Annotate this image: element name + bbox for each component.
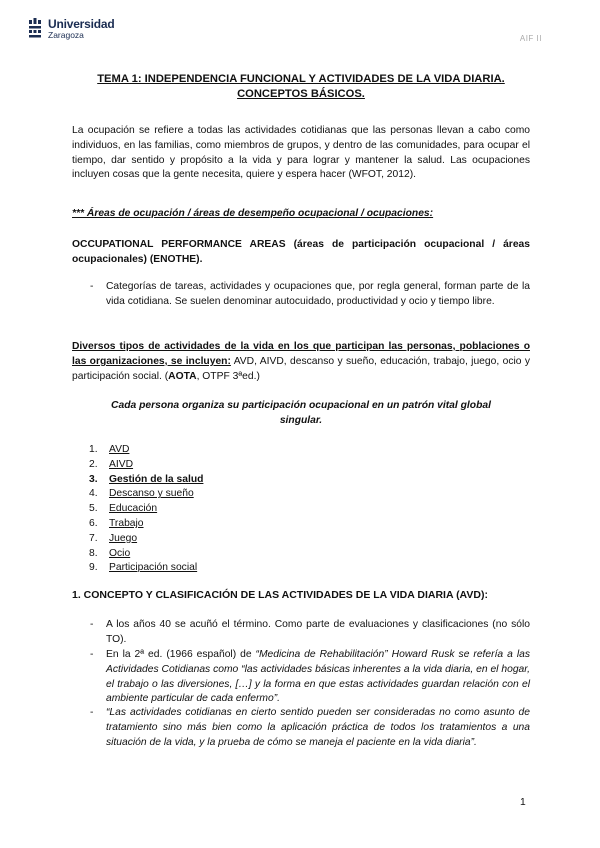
list-item-educacion[interactable]: Educación — [109, 503, 158, 515]
university-logo — [28, 18, 115, 40]
list-item: 8. Ocio — [89, 547, 131, 559]
occupational-performance-areas: OCCUPATIONAL PERFORMANCE AREAS (áreas de participación ocupacional / áreas ocupacionales) (ENOTHE). — [72, 239, 530, 265]
bullet-text: A los años 40 se acuñó el término. Como parte de evaluaciones y clasificaciones (no sólo TO). — [106, 619, 530, 645]
list-item-aivd[interactable]: AIVD — [109, 458, 134, 470]
dash-bullet: - — [90, 649, 94, 660]
dash-bullet: - — [90, 619, 94, 630]
list-item-avd[interactable]: AVD — [109, 444, 130, 455]
pattern-statement: Cada persona organiza su participación ocupacional en un patrón vital global singular. — [111, 400, 491, 426]
list-item: 4. Descanso y sueño — [89, 488, 194, 500]
diversos-paragraph — [72, 340, 530, 384]
diversos-lead: Diversos tipos de actividades de la vida en los que participan las personas, poblaciones o las organizaciones, se incluyen: — [72, 341, 530, 367]
bullet-categories — [90, 280, 530, 310]
dash-bullet: - — [90, 281, 94, 292]
list-item: 7. Juego — [89, 532, 138, 544]
logo-city-name: Zaragoza — [48, 30, 84, 41]
list-item-juego[interactable]: Juego — [109, 532, 138, 544]
bullet-text: En la 2ª ed. (1966 español) de “Medicina de Rehabilitación” Howard Rusk se refería a las Actividades Cotidianas como “las actividades básicas inherentes a la vida diaria, en el hogar, el trabajo o las diversiones, […] y la forma en que estas actividades guardan relación con el ambiente particular de cada enfermo”. — [106, 649, 530, 705]
list-item-ocio[interactable]: Ocio — [109, 547, 131, 559]
course-code: AIF II — [519, 34, 542, 43]
list-item-descanso[interactable]: Descanso y sueño — [109, 488, 194, 500]
list-item-participacion-social[interactable]: Participación social — [109, 562, 198, 574]
bullet-text: “Las actividades cotidianas en cierto sentido pueden ser consideradas no como asunto de tratamiento sino más bien como la aplicación práctica de todos los tratamientos a una situación de la vida, y la prueba de cómo se maneja el paciente en la vida diaria”. — [106, 707, 530, 748]
list-item-gestion-salud[interactable]: Gestión de la salud — [109, 473, 204, 485]
list-item: 9. Participación social — [89, 562, 198, 574]
book-title: “Medicina de Rehabilitación” — [255, 649, 388, 660]
list-item: 6. Trabajo — [89, 517, 144, 529]
diversos-rest: AVD, AIVD, descanso y sueño, educación, trabajo, juego, ocio y participación social. ( — [72, 355, 530, 382]
occupation-areas-list — [89, 443, 203, 576]
title-line-2: CONCEPTOS BÁSICOS. — [237, 88, 365, 100]
areas-heading: *** Áreas de ocupación / áreas de desempeño ocupacional / ocupaciones: — [72, 208, 434, 219]
bullet-anos-40 — [90, 618, 530, 648]
aota-label: AOTA — [168, 370, 197, 382]
list-item-trabajo[interactable]: Trabajo — [109, 517, 144, 529]
list-item: 2. AIVD — [89, 458, 134, 470]
bullet-text: Categorías de tareas, actividades y ocupaciones que, por regla general, forman parte de la vida cotidiana. Se suelen denominar autocuidado, productividad y ocio y tiempo libre. — [106, 281, 530, 307]
title-line-1: TEMA 1: INDEPENDENCIA FUNCIONAL Y ACTIVIDADES DE LA VIDA DIARIA. — [97, 73, 505, 85]
list-item: 1. AVD — [89, 444, 130, 455]
page-number: 1 — [520, 797, 526, 808]
document-title — [72, 72, 530, 102]
list-item: 3. Gestión de la salud — [89, 473, 204, 485]
bullet-quote — [90, 706, 530, 750]
diversos-tail: , OTPF 3ªed.) — [196, 370, 260, 382]
bullet-rusk — [90, 648, 530, 707]
logo-university-name: Universidad — [48, 17, 115, 32]
dash-bullet: - — [90, 707, 94, 718]
university-crest-icon — [28, 18, 42, 40]
section-heading: 1. CONCEPTO Y CLASIFICACIÓN DE LAS ACTIVIDADES DE LA VIDA DIARIA (AVD): — [72, 589, 488, 601]
list-item: 5. Educación — [89, 503, 158, 515]
intro-paragraph: La ocupación se refiere a todas las actividades cotidianas que las personas llevan a cabo como individuos, en las familias, como miembros de grupos, y dentro de las comunidades, para ocupar el tiempo, dar sentido y propósito a la vida y para lograr y mantener la salud. Las ocupaciones incluyen cosas que la gente necesita, quiere y espera hacer (WFOT, 2012). — [72, 125, 530, 181]
